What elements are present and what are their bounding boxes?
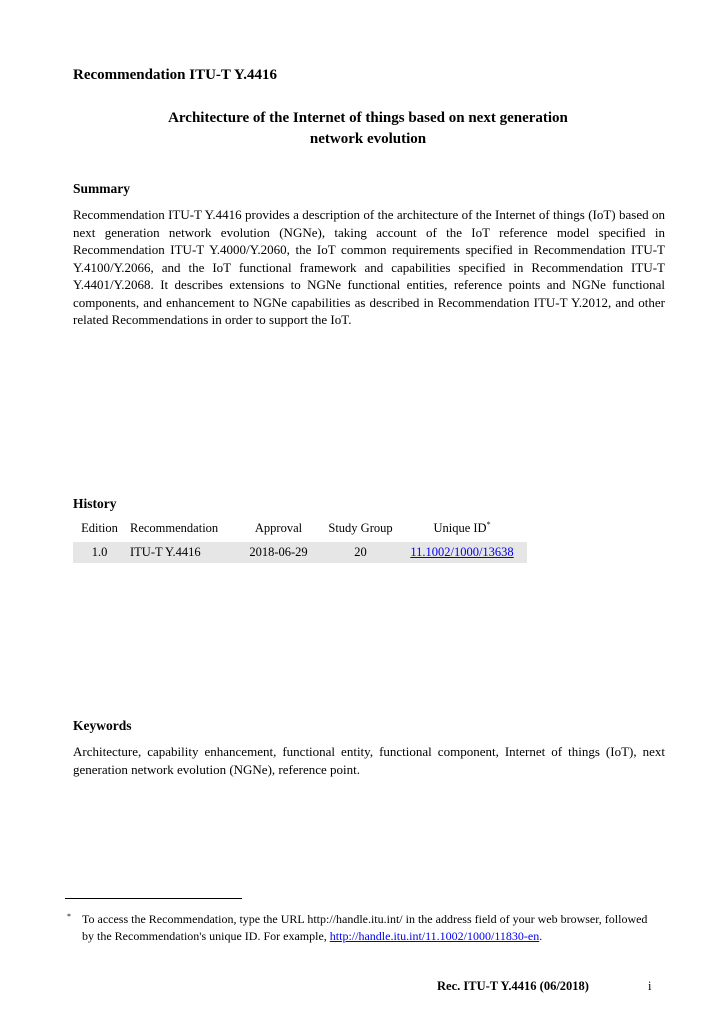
keywords-heading: Keywords [73,718,132,733]
document-title: Recommendation ITU-T Y.4416 [73,67,278,83]
column-header-unique-id [397,520,527,542]
main-title [100,108,636,150]
cell-unique-id [397,542,527,563]
column-header-approval: Approval [254,520,303,535]
unique-id-footnote-marker: * [486,519,491,529]
footnote-example-link[interactable]: http://handle.itu.int/11.1002/1000/11830-en [329,929,540,943]
footnote-text [82,911,662,945]
unique-id-link[interactable]: 11.1002/1000/13638 [410,545,514,559]
main-title-line-1: Architecture of the Internet of things based on next generation [168,110,568,126]
cell-edition: 1.0 [73,542,126,563]
cell-approval: 2018-06-29 [233,542,324,563]
column-header-recommendation: Recommendation [130,520,219,535]
history-table-header-row [73,520,527,542]
unique-id-label: Unique ID [433,520,487,535]
cell-recommendation: ITU-T Y.4416 [126,542,233,563]
cell-study-group: 20 [324,542,397,563]
history-heading: History [73,496,117,511]
column-header-study-group: Study Group [328,520,393,535]
footnote-separator [65,898,242,899]
keywords-text: Architecture, capability enhancement, functional entity, functional component, Internet of things (IoT), next generation network evolution (NGNe), reference point. [73,744,665,777]
history-table [73,520,527,563]
table-row [73,542,527,563]
footnote-body: To access the Recommendation, type the URL http://handle.itu.int/ in the address field of your web browser, followed by the Recommendation's unique ID. For example, [82,912,648,943]
footer-reference: Rec. ITU-T Y.4416 (06/2018) [437,979,589,993]
summary-heading: Summary [73,181,130,196]
footnote-end: . [539,929,543,943]
summary-text: Recommendation ITU-T Y.4416 provides a description of the architecture of the Internet of things (IoT) based on next generation network evolution (NGNe), taking account of the IoT reference model specified in Recommendation ITU-T Y.4000/Y.2060, the IoT common requirements specified in Recommendation ITU-T Y.4100/Y.2066, and the IoT functional framework and capabilities specified in Recommendation ITU-T Y.4401/Y.2068. It describes extensions to NGNe functional entities, reference points and NGNe functional components, and enhancement to NGNe capabilities as described in Recommendation ITU-T Y.2012, and other related Recommendations in order to support the IoT. [73,207,665,327]
footnote-marker: * [67,912,71,921]
main-title-line-2: network evolution [309,131,427,147]
page-number: i [648,979,652,993]
column-header-edition: Edition [81,520,118,535]
